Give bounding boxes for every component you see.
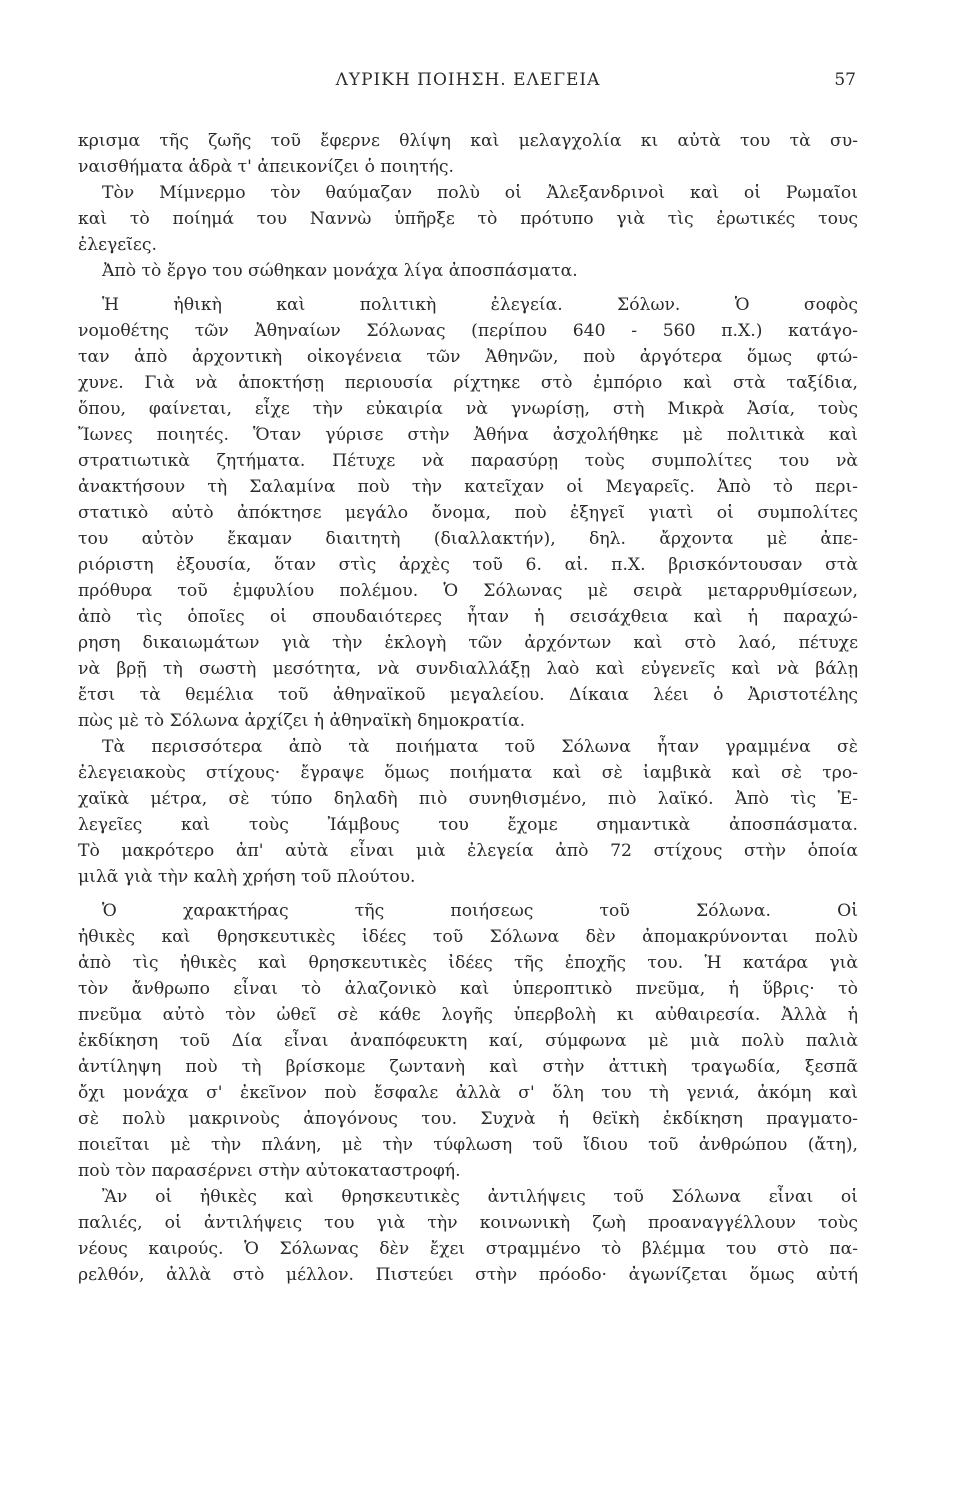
text-line: ρελθόν, ἀλλὰ στὸ μέλλον. Πιστεύει στὴν πρόοδο· ἀγωνίζεται ὅμως αὐτή [78, 1265, 858, 1285]
text-line: λεγεῖες καὶ τοὺς Ἰάμβους του ἔχομε σημαντικὰ ἀποσπάσματα. [78, 815, 858, 835]
text-line: ἐκδίκηση τοῦ Δία εἶναι ἀναπόφευκτη καί, σύμφωνα μὲ μιὰ πολὺ παλιὰ [78, 1031, 858, 1051]
text-line: νομοθέτης τῶν Ἀθηναίων Σόλωνας (περίπου 640 - 560 π.Χ.) κατάγο- [78, 321, 858, 341]
section-heading-line: Ὁ χαρακτήρας τῆς ποιήσεως τοῦ Σόλωνα. Οἱ [102, 901, 858, 921]
text-line: ταν ἀπὸ ἀρχοντικὴ οἰκογένεια τῶν Ἀθηνῶν, ποὺ ἀργότερα ὅμως φτώ- [78, 347, 858, 367]
text-line: ἀπὸ τὶς ἠθικὲς καὶ θρησκευτικὲς ἰδέες τῆς ἐποχῆς του. Ἡ κατάρα γιὰ [78, 953, 858, 973]
text-line: ἀπὸ τὶς ὁποῖες οἱ σπουδαιότερες ἦταν ἡ σεισάχθεια καὶ ἡ παραχώ- [78, 607, 858, 627]
chapter-title: ΛΥΡΙΚΗ ΠΟΙΗΣΗ. ΕΛΕΓΕΙΑ [335, 70, 601, 90]
text-line: μιλᾶ γιὰ τὴν καλὴ χρήση τοῦ πλούτου. [78, 867, 416, 887]
text-line: πρόθυρα τοῦ ἐμφυλίου πολέμου. Ὁ Σόλωνας μὲ σειρὰ μεταρρυθμίσεων, [78, 581, 858, 601]
text-line: στατικὸ αὐτὸ ἀπόκτησε μεγάλο ὄνομα, ποὺ ἐξηγεῖ γιατὶ οἱ συμπολίτες [78, 503, 858, 523]
running-header [78, 60, 858, 90]
text-line: Τὸν Μίμνερμο τὸν θαύμαζαν πολὺ οἱ Ἀλεξανδρινοὶ καὶ οἱ Ρωμαῖοι [102, 183, 858, 203]
text-line: ἀντίληψη ποὺ τὴ βρίσκομε ζωντανὴ καὶ στὴν ἀττικὴ τραγωδία, ξεσπᾶ [78, 1057, 858, 1077]
text-line: ἔτσι τὰ θεμέλια τοῦ ἀθηναϊκοῦ μεγαλείου. Δίκαια λέει ὁ Ἀριστοτέλης [78, 685, 858, 705]
text-line: νὰ βρῇ τὴ σωστὴ μεσότητα, νὰ συνδιαλλάξῃ λαὸ καὶ εὐγενεῖς καὶ νὰ βάλῃ [78, 659, 858, 679]
text-line: ναισθήματα ἁδρὰ τ' ἀπεικονίζει ὁ ποιητής. [78, 157, 454, 177]
section-heading-line: Ἡ ἠθικὴ καὶ πολιτικὴ ἐλεγεία. Σόλων. Ὁ σοφὸς [102, 295, 858, 315]
text-line: Ἀπὸ τὸ ἔργο του σώθηκαν μονάχα λίγα ἀποσπάσματα. [102, 261, 578, 281]
text-line: ριόριστη ἐξουσία, ὅταν στὶς ἀρχὲς τοῦ 6. αἰ. π.Χ. βρισκόντουσαν στὰ [78, 555, 858, 575]
text-line: του αὐτὸν ἔκαμαν διαιτητὴ (διαλλακτήν), δηλ. ἄρχοντα μὲ ἀπε- [78, 529, 858, 549]
text-line: ἐλεγεῖες. [78, 235, 157, 255]
text-line: ποὺ τὸν παρασέρνει στὴν αὐτοκαταστροφή. [78, 1161, 461, 1181]
text-line: ἀνακτήσουν τὴ Σαλαμίνα ποὺ τὴν κατεῖχαν οἱ Μεγαρεῖς. Ἀπὸ τὸ περι- [78, 477, 858, 497]
text-line: Ἴωνες ποιητές. Ὅταν γύρισε στὴν Ἀθήνα ἀσχολήθηκε μὲ πολιτικὰ καὶ [78, 425, 858, 445]
text-line: ποιεῖται μὲ τὴν πλάνη, μὲ τὴν τύφλωση τοῦ ἴδιου τοῦ ἀνθρώπου (ἄτη), [78, 1135, 858, 1155]
text-line: παλιές, οἱ ἀντιλήψεις του γιὰ τὴν κοινωνικὴ ζωὴ προαναγγέλλουν τοὺς [78, 1213, 858, 1233]
text-line: Ἂν οἱ ἠθικὲς καὶ θρησκευτικὲς ἀντιλήψεις τοῦ Σόλωνα εἶναι οἱ [102, 1187, 858, 1207]
text-line: κρισμα τῆς ζωῆς τοῦ ἔφερνε θλίψη καὶ μελαγχολία κι αὐτὰ του τὰ συ- [78, 131, 858, 151]
text-line: σὲ πολὺ μακρινοὺς ἀπογόνους του. Συχνὰ ἡ θεϊκὴ ἐκδίκηση πραγματο- [78, 1109, 858, 1129]
text-line: στρατιωτικὰ ζητήματα. Πέτυχε νὰ παρασύρῃ τοὺς συμπολίτες του νὰ [78, 451, 858, 471]
body-text [78, 128, 858, 1288]
text-line: τὸν ἄνθρωπο εἶναι τὸ ἀλαζονικὸ καὶ ὑπεροπτικὸ πνεῦμα, ἡ ὕβρις· τὸ [78, 979, 858, 999]
text-line: ὄχι μονάχα σ' ἐκεῖνον ποὺ ἔσφαλε ἀλλὰ σ' ὅλη του τὴ γενιά, ἀκόμη καὶ [78, 1083, 858, 1103]
text-line: ἠθικὲς καὶ θρησκευτικὲς ἰδέες τοῦ Σόλωνα δὲν ἀπομακρύνονται πολὺ [78, 927, 858, 947]
text-line: πνεῦμα αὐτὸ τὸν ὠθεῖ σὲ κάθε λογῆς ὑπερβολὴ κι αὐθαιρεσία. Ἀλλὰ ἡ [78, 1005, 858, 1025]
text-line: καὶ τὸ ποίημά του Ναννὼ ὑπῆρξε τὸ πρότυπο γιὰ τὶς ἐρωτικές τους [78, 209, 858, 229]
text-line: ρηση δικαιωμάτων γιὰ τὴν ἐκλογὴ τῶν ἀρχόντων καὶ στὸ λαό, πέτυχε [78, 633, 858, 653]
book-page [78, 60, 858, 1285]
text-line: ὅπου, φαίνεται, εἶχε τὴν εὐκαιρία νὰ γνωρίσῃ, στὴ Μικρὰ Ἀσία, τοὺς [78, 399, 858, 419]
text-line: χυνε. Γιὰ νὰ ἀποκτήσῃ περιουσία ρίχτηκε στὸ ἐμπόριο καὶ στὰ ταξίδια, [78, 373, 858, 393]
text-line: πὼς μὲ τὸ Σόλωνα ἀρχίζει ἡ ἀθηναϊκὴ δημοκρατία. [78, 711, 526, 731]
text-line: Τὸ μακρότερο ἀπ' αὐτὰ εἶναι μιὰ ἐλεγεία ἀπὸ 72 στίχους στὴν ὁποία [78, 841, 858, 861]
text-line: νέους καιρούς. Ὁ Σόλωνας δὲν ἔχει στραμμένο τὸ βλέμμα του στὸ πα- [78, 1239, 858, 1259]
page-number: 57 [834, 70, 856, 90]
text-line: Τὰ περισσότερα ἀπὸ τὰ ποιήματα τοῦ Σόλωνα ἦταν γραμμένα σὲ [102, 737, 858, 757]
text-line: ἐλεγειακοὺς στίχους· ἔγραψε ὅμως ποιήματα καὶ σὲ ἰαμβικὰ καὶ σὲ τρο- [78, 763, 858, 783]
text-line: χαϊκὰ μέτρα, σὲ τύπο δηλαδὴ πιὸ συνηθισμένο, πιὸ λαϊκό. Ἀπὸ τὶς Ἐ- [78, 789, 858, 809]
